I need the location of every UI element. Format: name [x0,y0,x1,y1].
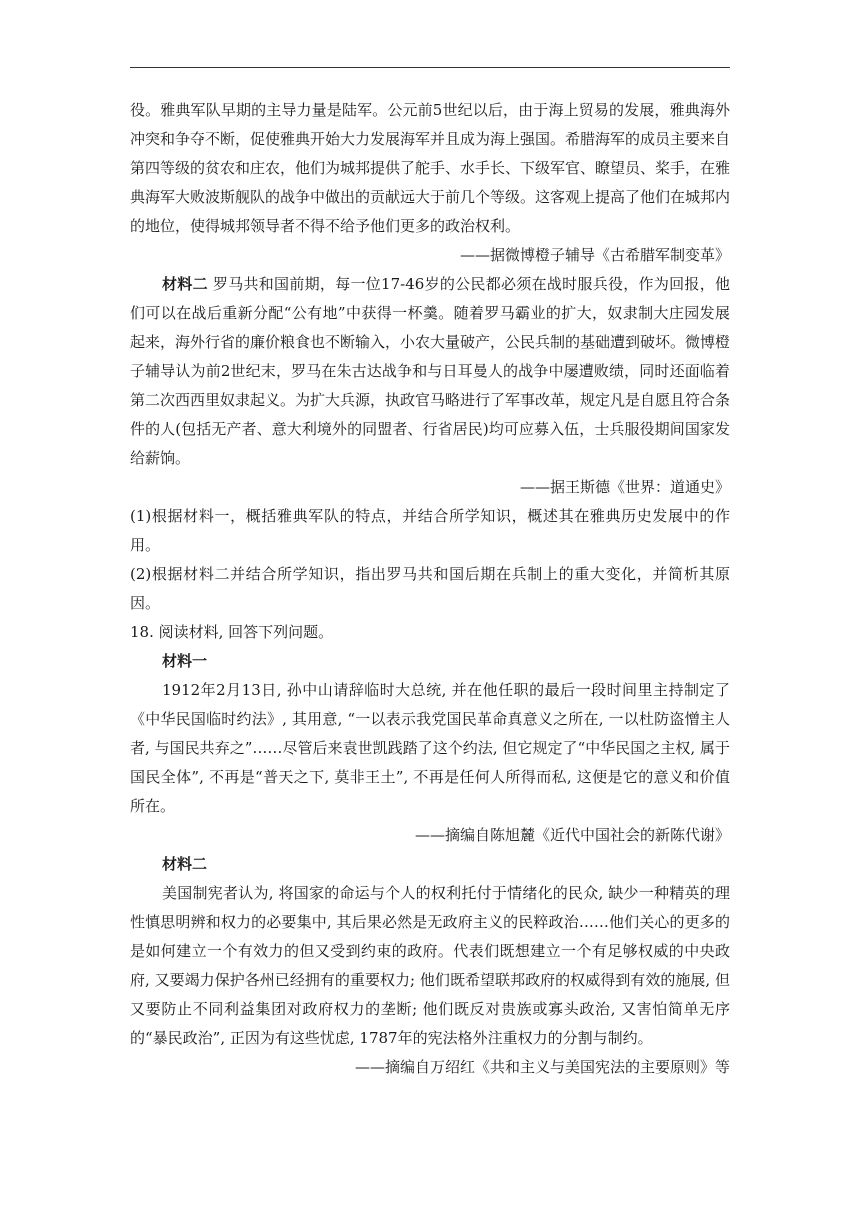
source-citation-1: ——据微博橙子辅导《古希腊军制变革》 [459,246,730,264]
material2-paragraph [130,270,730,473]
material1-continuation: 役。雅典军队早期的主导力量是陆军。公元前5世纪以后，由于海上贸易的发展，雅典海外冲突和争夺不断，促使雅典开始大力发展海军并且成为海上强国。希腊海军的成员主要来自第四等级的贫农和庄农，他们为城邦提供了舵手、水手长、下级军官、瞭望员、桨手，在雅典海军大败波斯舰队的战争中做出的贡献远大于前几个等级。这客观上提高了他们在城邦内的地位，使得城邦领导者不得不给予他们更多的政治权利。 [130,101,731,235]
question-18: 18. 阅读材料, 回答下列问题。 [130,623,334,641]
source-citation-2: ——据王斯德《世界：道通史》 [519,478,730,496]
q18-material1-label: 材料一 [162,652,208,670]
source-citation-3: ——摘编自陈旭麓《近代中国社会的新陈代谢》 [414,826,730,844]
q18-material2-label: 材料二 [162,855,208,873]
header-rule [130,67,730,68]
q18-material1-text: 1912年2月13日, 孙中山请辞临时大总统, 并在他任职的最后一段时间里主持制定了《中华民国临时约法》, 其用意, “一以表示我党国民革命真意义之所在, 一以杜防盗憎主人者, 与国民共弃之”……尽管后来袁世凯践踏了这个约法, 但它规定了“中华民国之主权, 属于国民全体”, 不再是“普天之下, 莫非王土”, 不再是任何人所得而私, 这便是它的意义和价值所在。 [130,681,730,815]
q18-material2-text: 美国制宪者认为, 将国家的命运与个人的权利托付于情绪化的民众, 缺少一种精英的理性慎思明辨和权力的必要集中, 其后果必然是无政府主义的民粹政治……他们关心的更多的是如何建立一个有效力的但又受到约束的政府。代表们既想建立一个有足够权威的中央政府, 又要竭力保护各州已经拥有的重要权力; 他们既希望联邦政府的权威得到有效的施展, 但又要防止不同利益集团对政府权力的垄断; 他们既反对贵族或寡头政治, 又害怕简单无序的“暴民政治”, 正因为有这些忧虑, 1787年的宪法格外注重权力的分割与制约。 [130,884,730,1047]
material2-text: 罗马共和国前期，每一位17-46岁的公民都必须在战时服兵役，作为回报，他们可以在战后重新分配“公有地”中获得一杯羹。随着罗马霸业的扩大，奴隶制大庄园发展起来，海外行省的廉价粮食也不断输入，小农大量破产，公民兵制的基础遭到破坏。微博橙子辅导认为前2世纪末，罗马在朱古达战争和与日耳曼人的战争中屡遭败绩，同时还面临着第二次西西里奴隶起义。为扩大兵源，执政官马略进行了军事改革，规定凡是自愿且符合条件的人(包括无产者、意大利境外的同盟者、行省居民)均可应募入伍，士兵服役期间国家发给薪饷。 [130,275,731,467]
source-citation-4: ——摘编自万绍红《共和主义与美国宪法的主要原则》等 [354,1058,730,1076]
document-body [130,96,730,1082]
material2-label: 材料二 [162,275,208,293]
question-1: (1)根据材料一，概括雅典军队的特点，并结合所学知识，概述其在雅典历史发展中的作用。 [130,507,730,554]
question-2: (2)根据材料二并结合所学知识，指出罗马共和国后期在兵制上的重大变化，并简析其原因。 [130,565,730,612]
